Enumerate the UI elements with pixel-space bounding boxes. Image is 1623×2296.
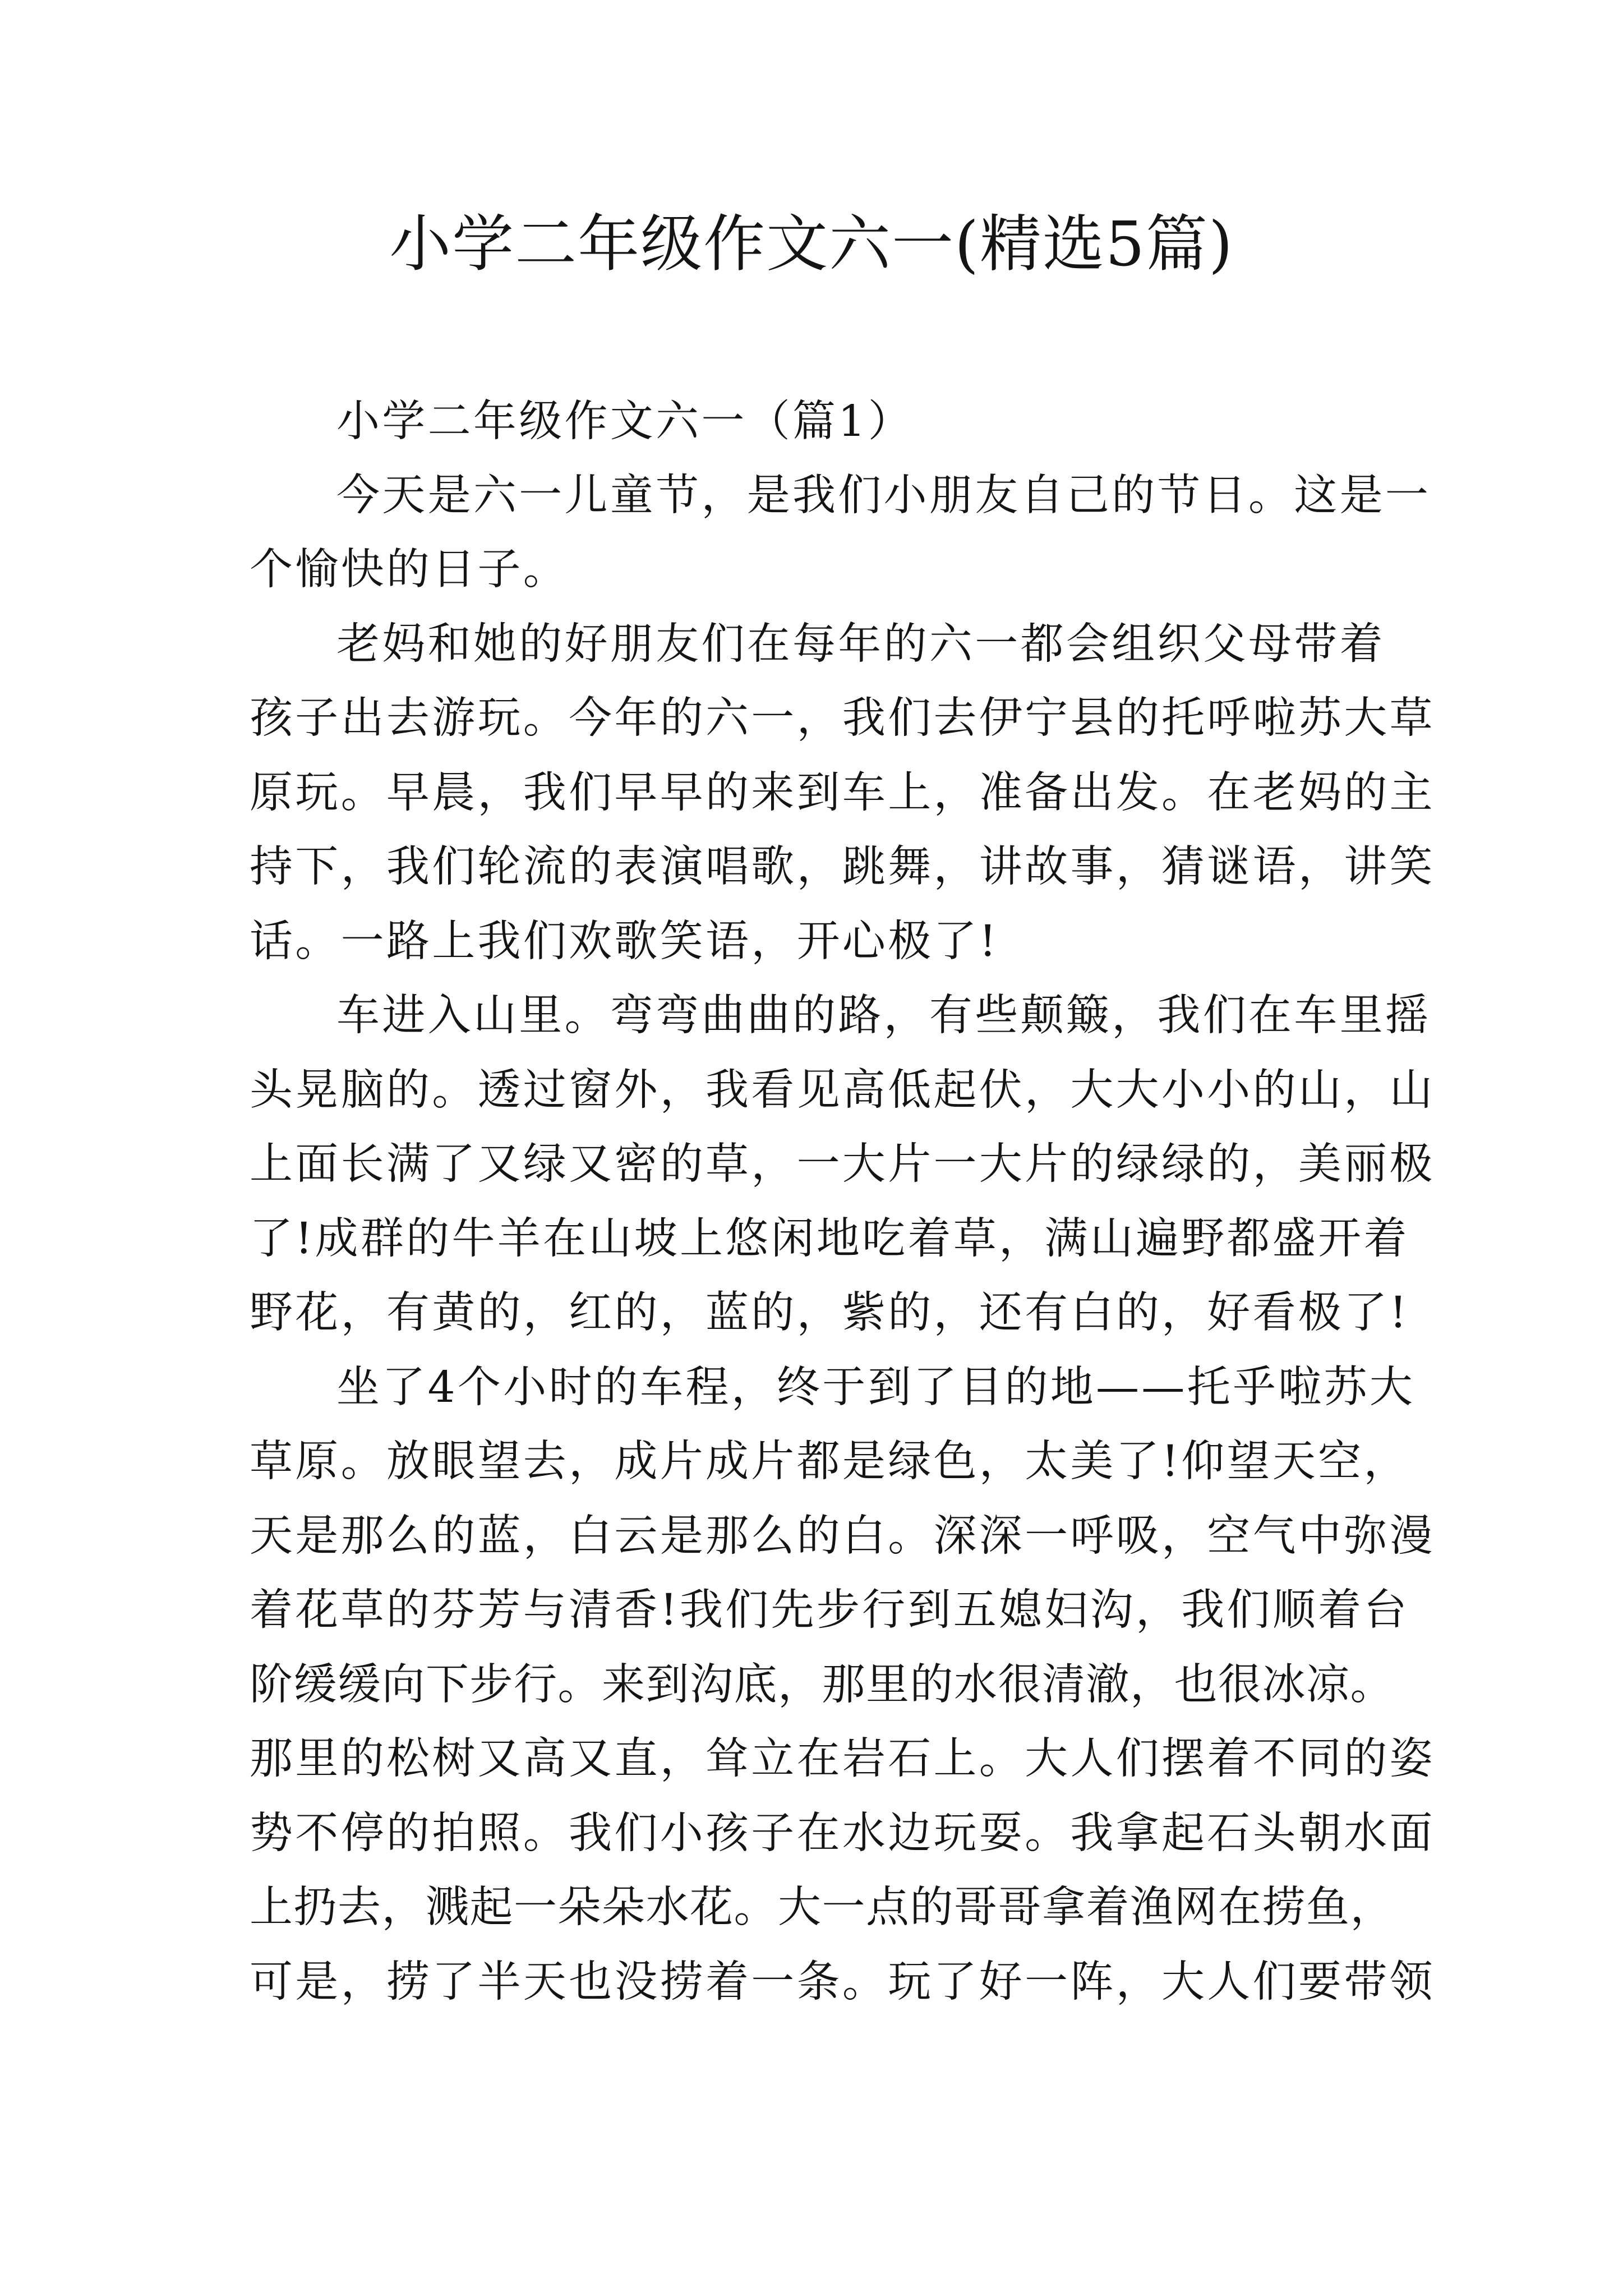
paragraph-line: 话。一路上我们欢歌笑语，开心极了! xyxy=(250,917,999,967)
paragraph-line: 头晃脑的。透过窗外，我看见高低起伏，大大小小的山，山 xyxy=(250,1065,1435,1115)
paragraph-line: 原玩。早晨，我们早早的来到车上，准备出发。在老妈的主 xyxy=(250,768,1435,818)
paragraph-line: 个愉快的日子。 xyxy=(250,545,569,595)
paragraph-line: 野花，有黄的，红的，蓝的，紫的，还有白的，好看极了! xyxy=(250,1288,1409,1338)
paragraph-line: 孩子出去游玩。今年的六一，我们去伊宁县的托呼啦苏大草 xyxy=(250,693,1435,743)
paragraph-line: 上扔去，溅起一朵朵水花。大一点的哥哥拿着渔网在捞鱼， xyxy=(250,1883,1394,1932)
paragraph-line: 持下，我们轮流的表演唱歌，跳舞，讲故事，猜谜语，讲笑 xyxy=(250,842,1435,892)
paragraph-line: 势不停的拍照。我们小孩子在水边玩耍。我拿起石头朝水面 xyxy=(250,1809,1435,1858)
document-title: 小学二年级作文六一(精选5篇) xyxy=(389,208,1234,280)
paragraph-line: 上面长满了又绿又密的草，一大片一大片的绿绿的，美丽极 xyxy=(250,1139,1435,1189)
paragraph-line: 天是那么的蓝，白云是那么的白。深深一呼吸，空气中弥漫 xyxy=(250,1511,1435,1561)
paragraph-line: 坐了4个小时的车程，终于到了目的地——托乎啦苏大 xyxy=(336,1363,1415,1412)
paragraph-line: 老妈和她的好朋友们在每年的六一都会组织父母带着 xyxy=(336,619,1385,669)
paragraph-line: 那里的松树又高又直，耸立在岩石上。大人们摆着不同的姿 xyxy=(250,1734,1435,1784)
paragraph-line: 草原。放眼望去，成片成片都是绿色，太美了!仰望天空， xyxy=(250,1437,1409,1487)
paragraph-line: 阶缓缓向下步行。来到沟底，那里的水很清澈，也很冰凉。 xyxy=(250,1660,1394,1710)
paragraph-line: 着花草的芬芳与清香!我们先步行到五媳妇沟，我们顺着台 xyxy=(250,1585,1409,1635)
paragraph-line: 车进入山里。弯弯曲曲的路，有些颠簸，我们在车里摇 xyxy=(336,991,1431,1041)
paragraph-line: 可是，捞了半天也没捞着一条。玩了好一阵，大人们要带领 xyxy=(250,1957,1435,2007)
paragraph-line: 了!成群的牛羊在山坡上悠闲地吃着草，满山遍野都盛开着 xyxy=(250,1214,1409,1264)
paragraph-line: 今天是六一儿童节，是我们小朋友自己的节日。这是一 xyxy=(336,471,1431,521)
section-heading: 小学二年级作文六一（篇1） xyxy=(336,397,914,447)
